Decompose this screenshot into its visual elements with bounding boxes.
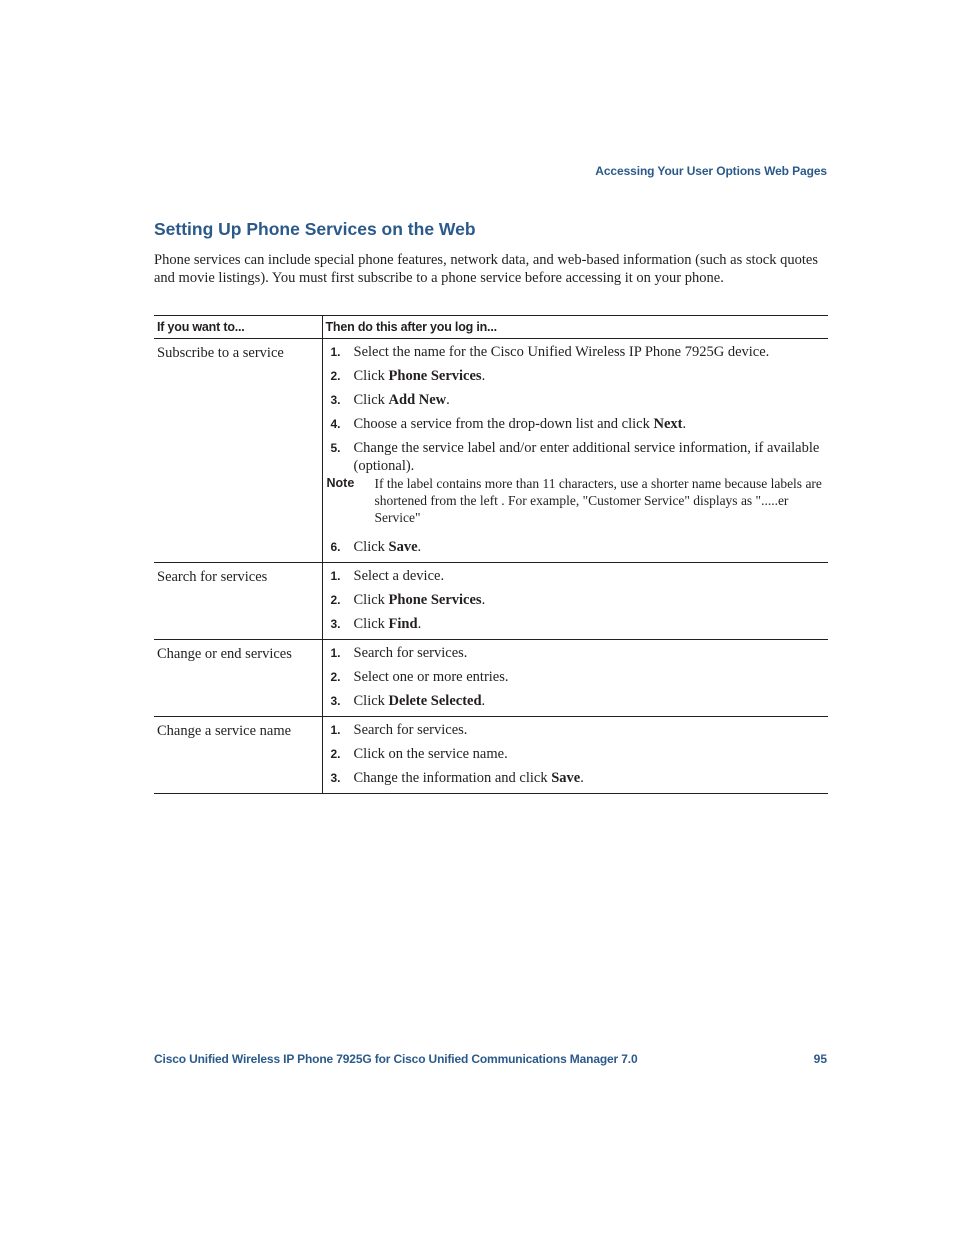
step-item [329,721,825,739]
step-item [329,415,825,433]
note-text: If the label contains more than 11 characters, use a shorter name because labels are shortened from the left . For example, "Customer Service" displays as ".....er Service" [374,476,822,525]
steps-cell [322,717,828,794]
ui-term: Save [551,770,581,786]
step-list [329,567,825,633]
step-item [329,391,825,409]
step-text: Select the name for the Cisco Unified Wireless IP Phone 7925G device. [353,344,770,360]
ui-term: Delete Selected [388,693,482,709]
column-header-steps: Then do this after you log in... [322,316,828,339]
step-number: 5. [330,441,341,455]
step-suffix: . [417,539,422,555]
step-text: Change the service label and/or enter additional service information, if available (optional). [353,440,820,474]
step-list [329,538,825,556]
ui-term: Save [388,539,418,555]
step-text: Select one or more entries. [353,669,509,685]
step-text: Click [353,693,389,709]
ui-term: Find [388,616,418,632]
step-text: Search for services. [353,645,468,661]
step-text: Click [353,539,389,555]
step-suffix: . [481,368,486,384]
step-text: Search for services. [353,722,468,738]
step-text: Change the information and click [353,770,552,786]
step-text: Select a device. [353,568,445,584]
step-item [329,644,825,662]
step-number: 3. [330,393,341,407]
step-item [329,769,825,787]
page-number: 95 [813,1052,827,1066]
step-number: 2. [330,747,341,761]
step-item [329,745,825,763]
step-item [329,343,825,361]
step-item [329,367,825,385]
step-number: 3. [330,694,341,708]
table-header-row [154,316,828,339]
running-head: Accessing Your User Options Web Pages [595,164,827,178]
ui-term: Phone Services [388,592,482,608]
step-text: Click [353,368,389,384]
step-list [329,343,825,475]
ui-term: Next [653,416,683,432]
task-cell: Change a service name [154,717,322,794]
steps-cell [322,640,828,717]
step-number: 2. [330,670,341,684]
footer-title: Cisco Unified Wireless IP Phone 7925G for Cisco Unified Communications Manager 7.0 [154,1052,638,1066]
step-list [329,721,825,787]
step-text: Choose a service from the drop-down list and click [353,416,654,432]
step-item [329,615,825,633]
step-number: 1. [330,345,341,359]
table-row [154,717,828,794]
step-text: Click [353,592,389,608]
table-row [154,640,828,717]
step-number: 1. [330,646,341,660]
step-number: 4. [330,417,341,431]
table-row [154,563,828,640]
task-cell: Subscribe to a service [154,339,322,563]
step-suffix: . [481,592,486,608]
step-item [329,538,825,556]
column-header-task: If you want to... [154,316,322,339]
step-number: 6. [330,540,341,554]
step-suffix: . [580,770,584,786]
step-item [329,668,825,686]
step-number: 1. [330,569,341,583]
note-block [327,475,825,526]
step-number: 3. [330,771,341,785]
step-text: Click on the service name. [353,746,508,762]
task-table [154,315,828,794]
task-cell: Change or end services [154,640,322,717]
ui-term: Phone Services [388,368,482,384]
step-item [329,591,825,609]
task-cell: Search for services [154,563,322,640]
step-suffix: . [481,693,486,709]
step-suffix: . [417,616,422,632]
section-title: Setting Up Phone Services on the Web [154,219,476,239]
note-label: Note [326,476,355,490]
step-number: 2. [330,369,341,383]
table-row [154,339,828,563]
step-number: 2. [330,593,341,607]
step-suffix: . [446,392,450,408]
step-item [329,692,825,710]
step-suffix: . [682,416,687,432]
intro-paragraph: Phone services can include special phone features, network data, and web-based information (such as stock quotes and movie listings). You must first subscribe to a phone service before accessing it on your phone. [154,252,818,286]
steps-cell [322,563,828,640]
ui-term: Add New [388,392,447,408]
step-text: Click [353,392,389,408]
step-number: 3. [330,617,341,631]
step-item [329,567,825,585]
step-item [329,439,825,475]
step-text: Click [353,616,389,632]
step-number: 1. [330,723,341,737]
step-list [329,644,825,710]
steps-cell [322,339,828,563]
